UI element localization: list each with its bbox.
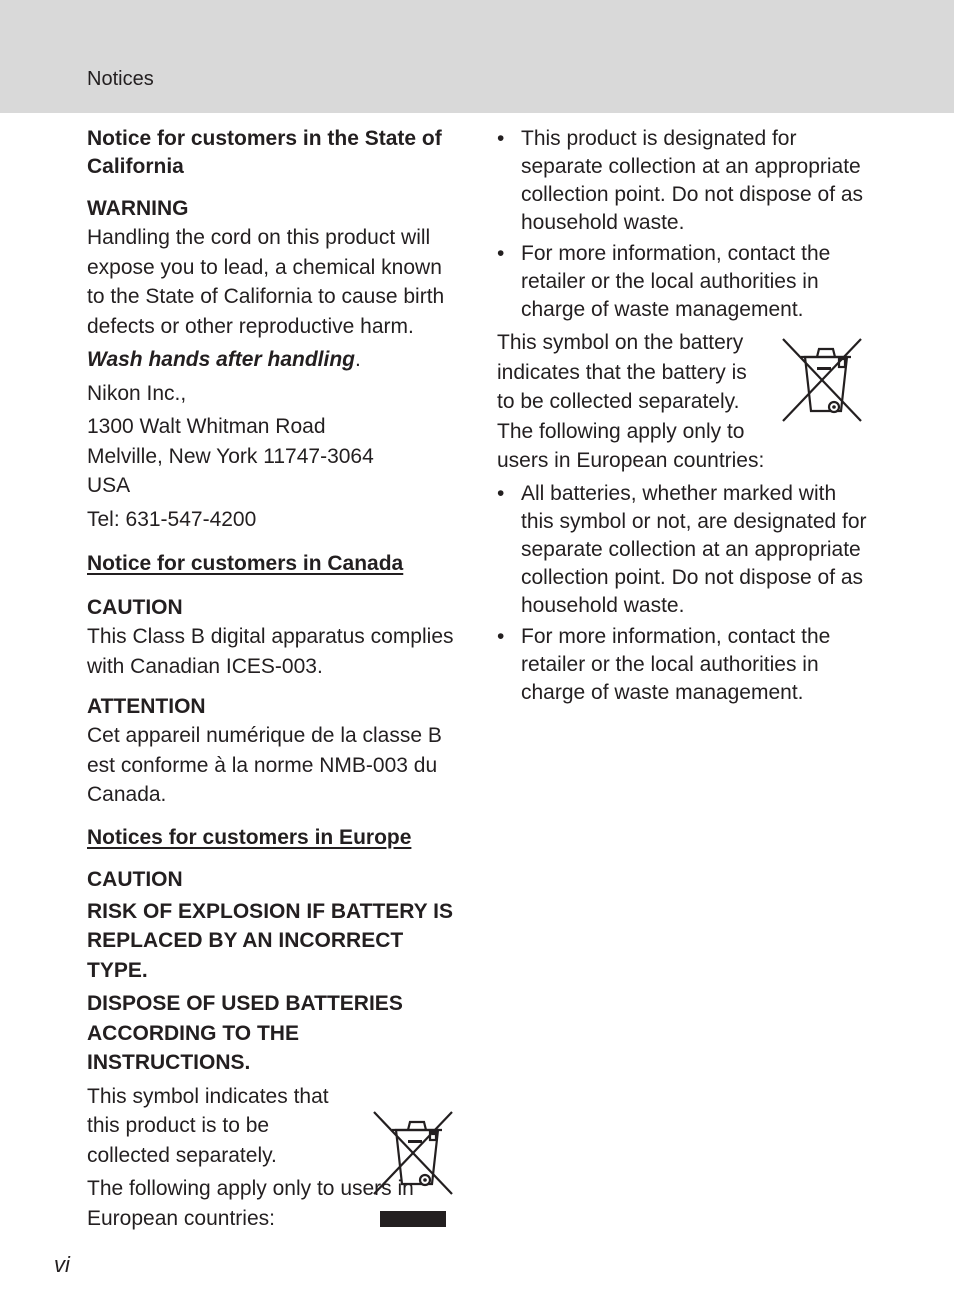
battery-crossed-out-bin-icon — [781, 337, 865, 425]
telephone: Tel: 631-547-4200 — [87, 507, 257, 531]
europe-caution-label: CAUTION — [87, 867, 183, 891]
warning-label: WARNING — [87, 197, 189, 220]
page-number: vi — [54, 1252, 70, 1277]
separate-collection-bar — [380, 1211, 446, 1227]
list-item: • All batteries, whether marked with this symbol or not, are designated for separate collection at an appropriate collection point. Do not dispose of as household waste. — [497, 480, 867, 620]
canada-caution-text: This Class B digital apparatus complies with Canadian ICES-003. — [87, 625, 454, 678]
left-column — [87, 125, 457, 1233]
list-item: • For more information, contact the retailer or the local authorities in charge of waste management. — [497, 623, 867, 707]
attention-text: Cet appareil numérique de la classe B est conforme à la norme NMB-003 du Canada. — [87, 724, 442, 806]
list-item: • For more information, contact the retailer or the local authorities in charge of waste management. — [497, 240, 867, 324]
company-name: Nikon Inc., — [87, 381, 187, 405]
wash-hands-punct: . — [354, 348, 361, 371]
product-bullet-list — [497, 125, 867, 324]
wash-hands-line — [87, 345, 457, 375]
canada-heading: Notice for customers in Canada — [87, 552, 404, 575]
battery-symbol-text: This symbol on the battery indicates that the battery is to be collected separately. The following apply only to users in European countries: — [497, 331, 765, 472]
warning-text: Handling the cord on this product will expose you to lead, a chemical known to the State of California to cause birth defects or other reproductive harm. — [87, 226, 445, 338]
address-line-1: 1300 Walt Whitman Road — [87, 415, 326, 438]
risk-of-explosion-text: RISK OF EXPLOSION IF BATTERY IS REPLACED BY AN INCORRECT TYPE. — [87, 899, 453, 982]
wash-hands-text: Wash hands after handling — [87, 348, 355, 371]
list-item: • This product is designated for separate collection at an appropriate collection point. Do not dispose of as household waste. — [497, 125, 867, 237]
product-apply-text: The following apply only to users in European countries: — [87, 1177, 414, 1230]
header-band — [0, 0, 954, 113]
europe-heading: Notices for customers in Europe — [87, 825, 412, 849]
product-symbol-text: This symbol indicates that this product is to be collected separately. — [87, 1084, 329, 1167]
address-line-3: USA — [87, 474, 131, 497]
attention-label: ATTENTION — [87, 695, 206, 718]
crossed-out-bin-icon — [372, 1110, 456, 1198]
battery-bullet-list — [497, 480, 867, 707]
california-heading: Notice for customers in the State of California — [87, 127, 442, 178]
section-title: Notices — [87, 68, 154, 90]
address-line-2: Melville, New York 11747-3064 — [87, 444, 374, 468]
dispose-batteries-text: DISPOSE OF USED BATTERIES ACCORDING TO THE INSTRUCTIONS. — [87, 992, 403, 1074]
canada-caution-label: CAUTION — [87, 596, 183, 619]
